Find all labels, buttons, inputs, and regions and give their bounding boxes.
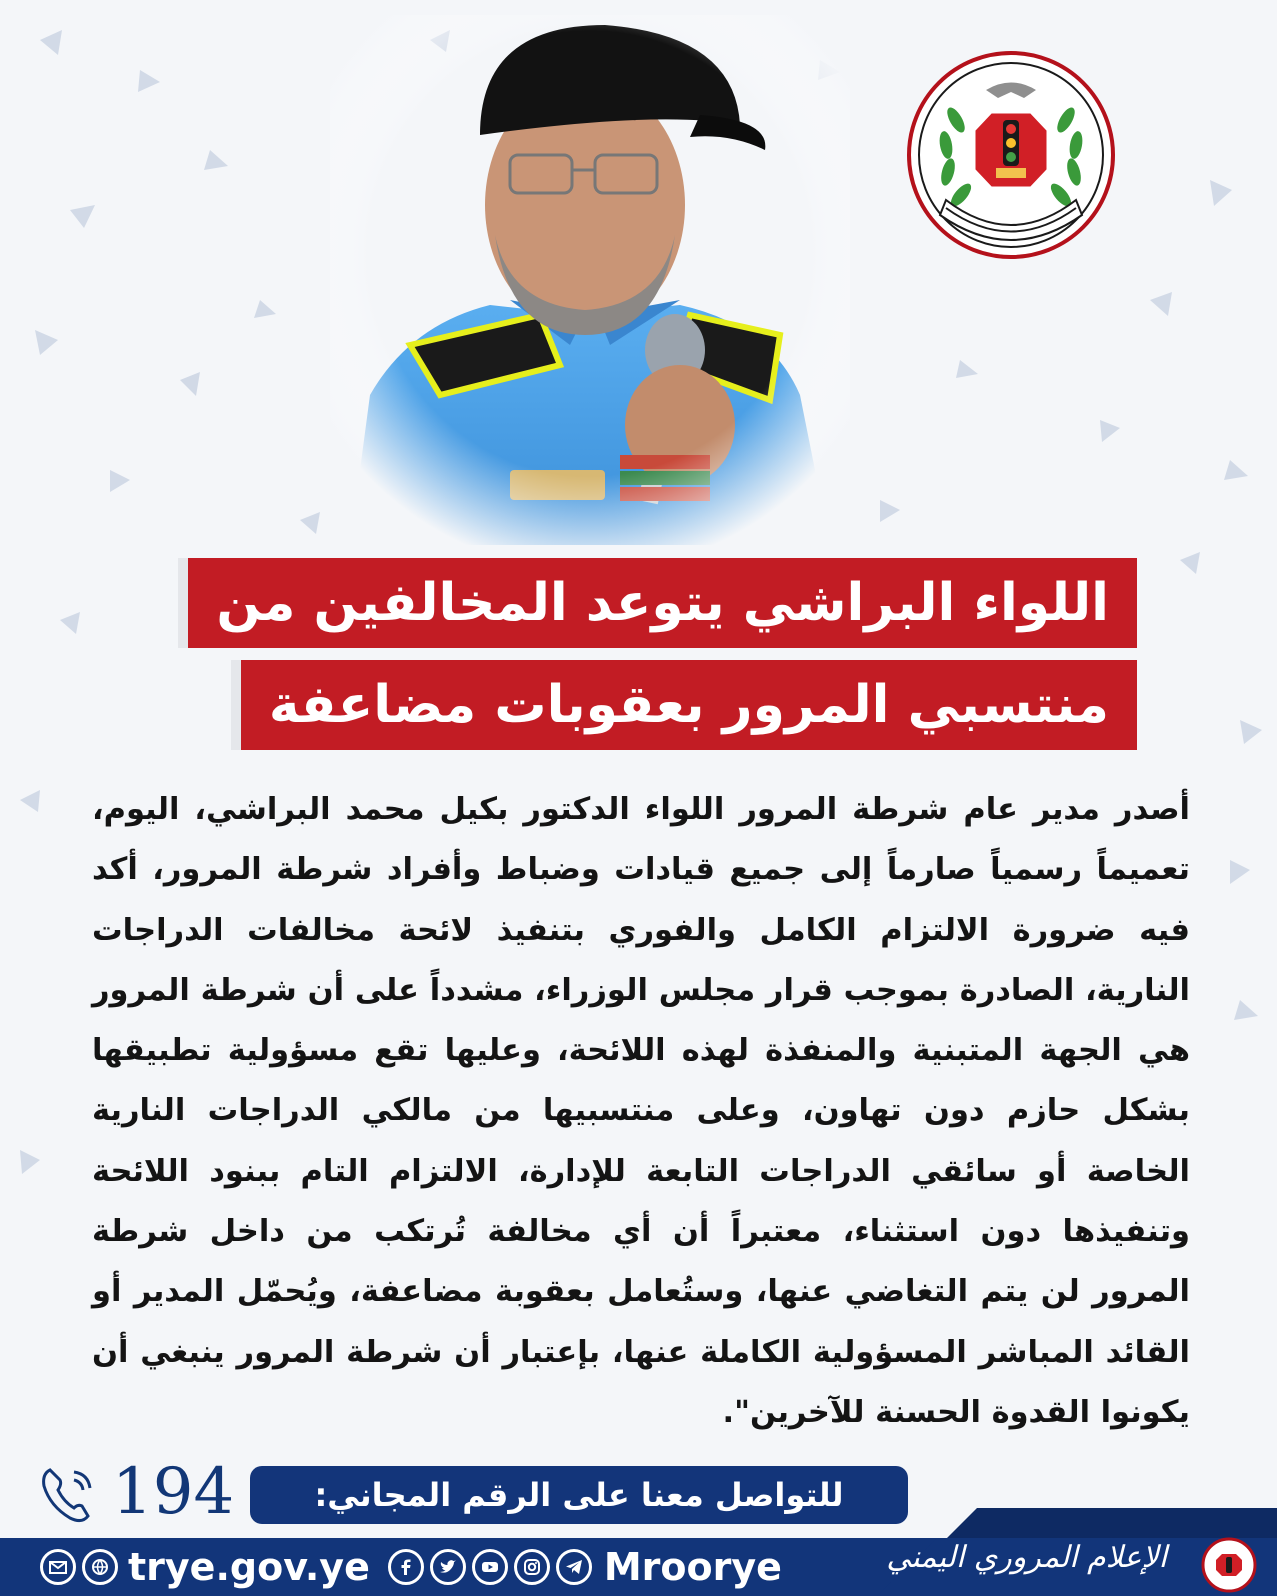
media-logo-icon xyxy=(1193,1534,1265,1596)
youtube-icon[interactable] xyxy=(472,1549,508,1585)
hotline-banner xyxy=(250,1466,908,1524)
footer-social-row xyxy=(40,1538,782,1596)
media-department-label: الإعلام المروري اليمني xyxy=(886,1540,1167,1575)
email-icon[interactable] xyxy=(40,1549,76,1585)
traffic-police-emblem xyxy=(906,50,1116,260)
headline-line-2 xyxy=(241,660,1137,750)
hotline-number: 194 xyxy=(112,1455,235,1529)
globe-icon[interactable] xyxy=(82,1549,118,1585)
facebook-icon[interactable] xyxy=(388,1549,424,1585)
headline-text-1: اللواء البراشي يتوعد المخالفين من xyxy=(188,558,1137,648)
phone-icon xyxy=(36,1462,100,1526)
social-handle[interactable]: Mroorye xyxy=(603,1545,782,1589)
headline-line-1 xyxy=(188,558,1137,648)
headline-text-2: منتسبي المرور بعقوبات مضاعفة xyxy=(241,660,1137,750)
article-body: أصدر مدير عام شرطة المرور اللواء الدكتور بكيل محمد البراشي، اليوم، تعميماً رسمياً صارماً إلى جميع قيادات وضباط وأفراد شرطة المرور، أكد فيه ضرورة الالتزام الكامل والفوري بتنفيذ لائحة مخالفات الدراجات النارية، الصادرة بموجب قرار مجلس الوزراء، مشدداً على أن شرطة المرور هي الجهة المتبنية والمنفذة لهذه اللائحة، وعليها تقع مسؤولية تطبيقها بشكل حازم دون تهاون، وعلى منتسبيها من مالكي الدراجات النارية الخاصة أو سائقي الدراجات التابعة للإدارة، الالتزام التام ببنود اللائحة وتنفيذها دون استثناء، معتبراً أن أي مخالفة تُرتكب من داخل شرطة المرور لن يتم التغاضي عنها، وستُعامل بعقوبة مضاعفة، ويُحمّل المدير أو القائد المباشر المسؤولية الكاملة عنها، بإعتبار أن شرطة المرور ينبغي أن يكونوا القدوة الحسنة للآخرين". xyxy=(92,792,1190,1430)
instagram-icon[interactable] xyxy=(514,1549,550,1585)
hotline-label: للتواصل معنا على الرقم المجاني: xyxy=(314,1476,844,1514)
twitter-icon[interactable] xyxy=(430,1549,466,1585)
officer-photo xyxy=(330,15,850,545)
website-link[interactable]: trye.gov.ye xyxy=(128,1545,370,1589)
telegram-icon[interactable] xyxy=(556,1549,592,1585)
